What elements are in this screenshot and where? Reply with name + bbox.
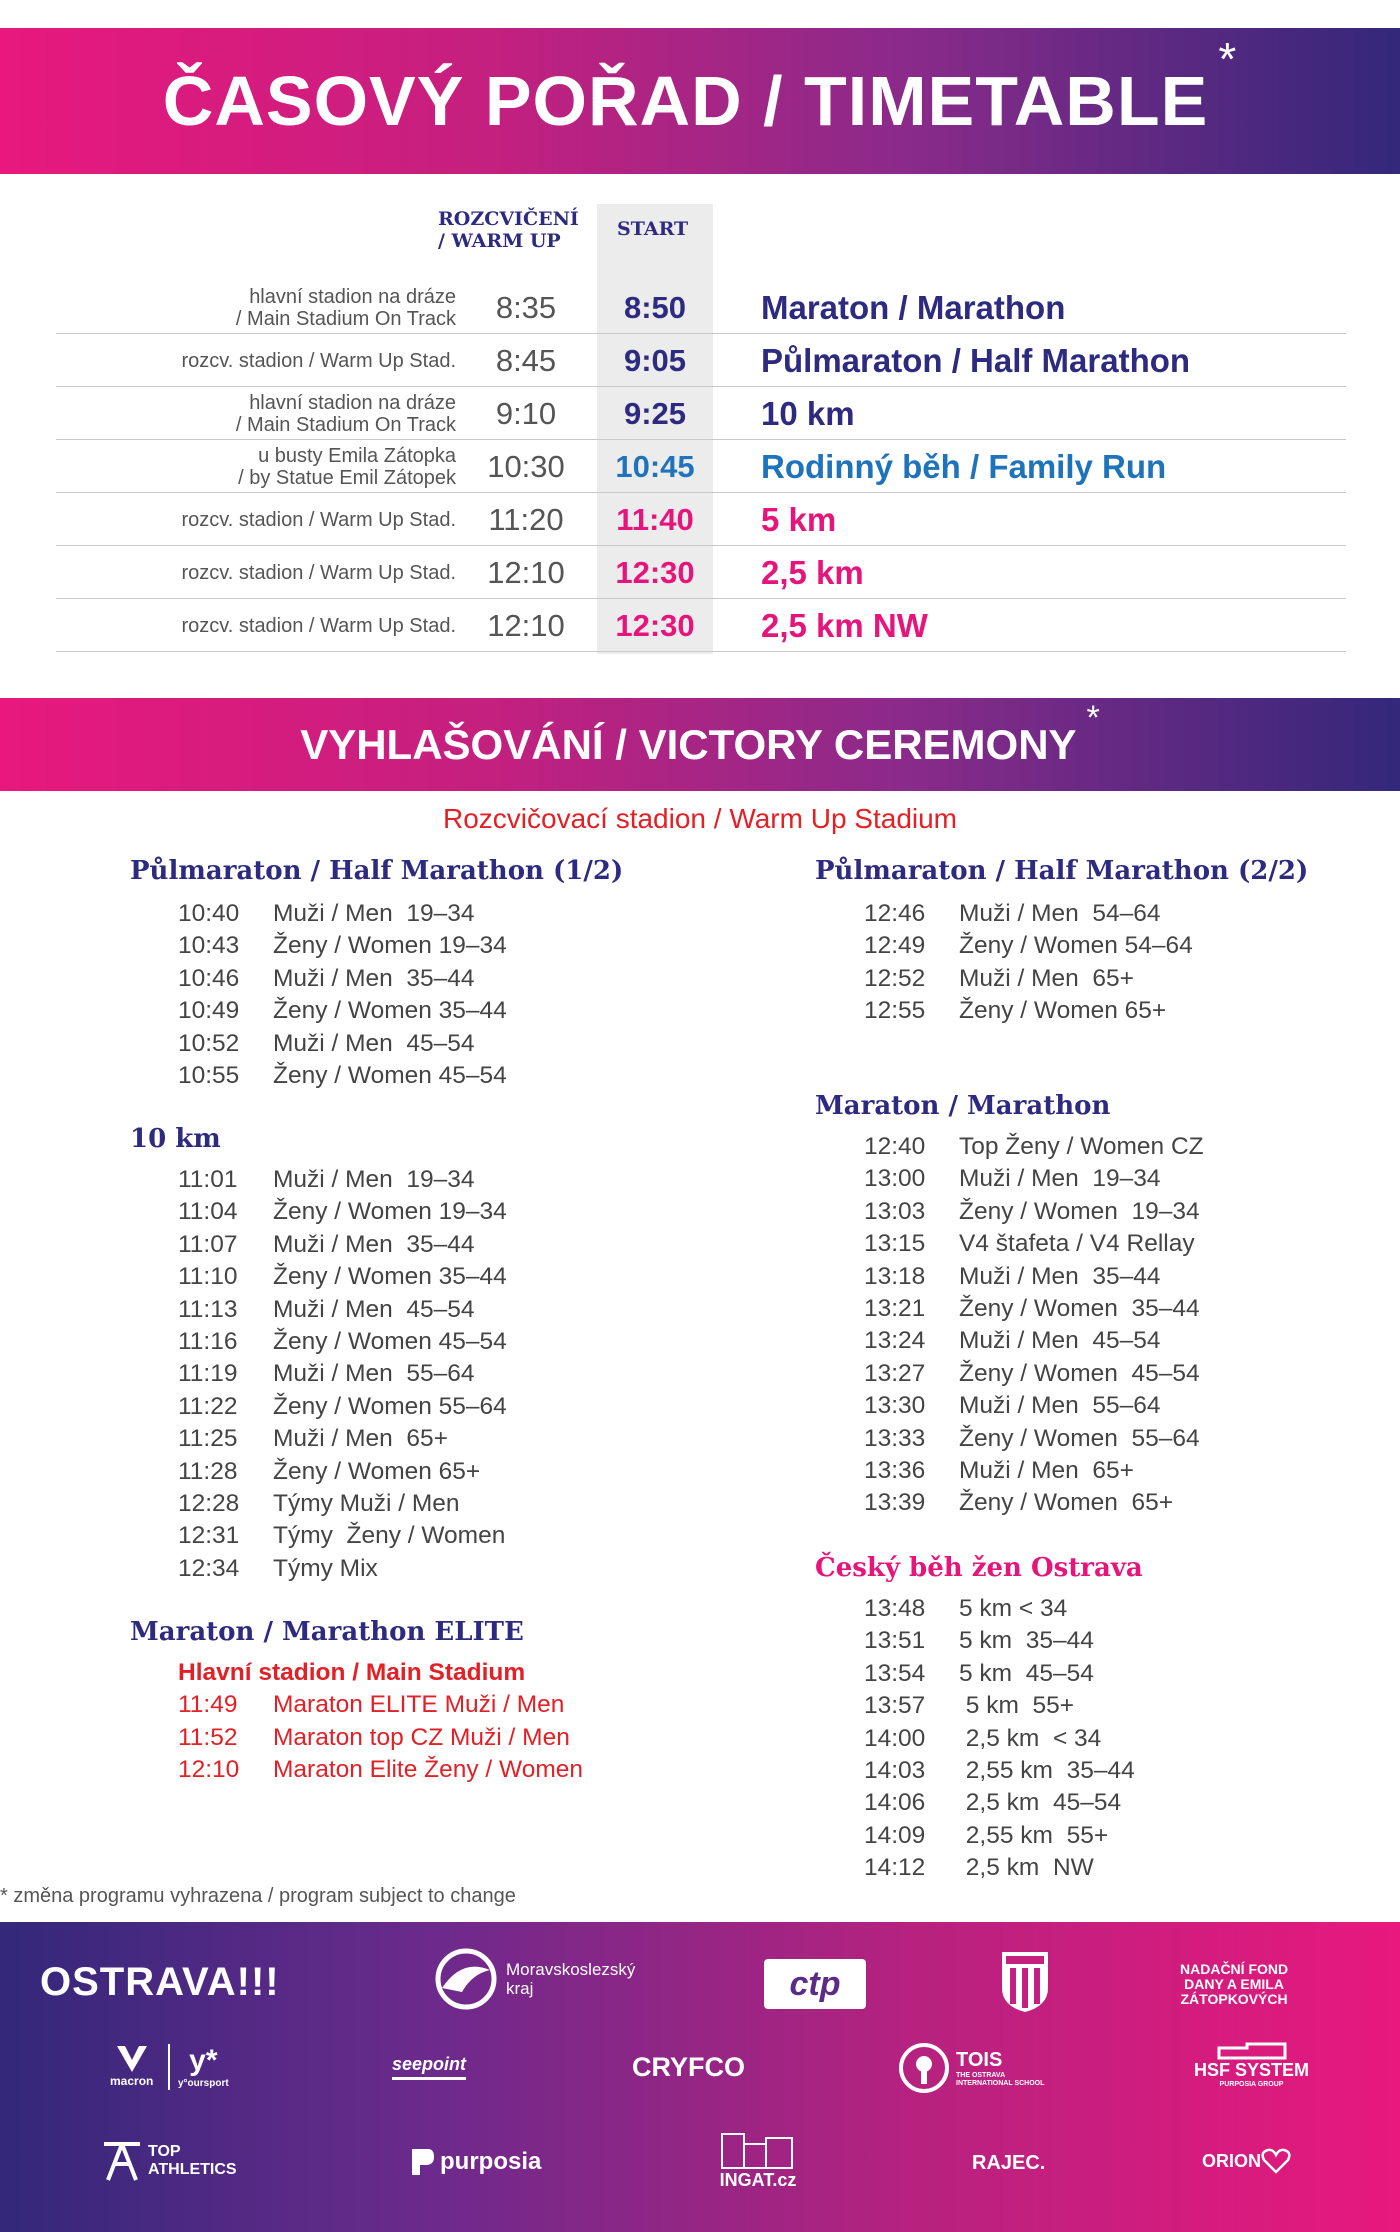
ctp-logo: ctp [764, 1959, 866, 2009]
item-label: Maraton ELITE Muži / Men [273, 1691, 565, 1719]
list-item [864, 1131, 1204, 1163]
elite-venue: Hlavní stadion / Main Stadium [178, 1659, 526, 1686]
item-time: 13:48 [864, 1595, 926, 1622]
item-time: 14:09 [864, 1821, 926, 1849]
list-item [864, 1487, 1204, 1519]
row-start-time: 12:30 [615, 555, 695, 590]
list-item [864, 1196, 1204, 1228]
item-label: Týmy Mix [273, 1554, 378, 1582]
timetable-row [56, 440, 1346, 493]
list-item [178, 1722, 583, 1754]
item-label: Muži / Men 35–44 [273, 1230, 475, 1258]
item-label: Muži / Men 35–44 [273, 964, 475, 992]
list-item [178, 1196, 507, 1228]
item-time: 12:49 [864, 932, 926, 960]
list-item [178, 1553, 507, 1585]
list-item [864, 1423, 1204, 1455]
item-label: Muži / Men 65+ [273, 1425, 448, 1453]
list-half1 [178, 898, 507, 1092]
ostrava-logo: OSTRAVA!!! [40, 1960, 280, 2004]
item-label: Muži / Men 55–64 [273, 1360, 475, 1388]
row-location: hlavní stadion na dráze / Main Stadium On Track [235, 391, 456, 436]
list-item [178, 1229, 507, 1261]
item-time: 12:28 [178, 1489, 240, 1517]
item-label: Týmy Ženy / Women [273, 1522, 506, 1550]
timetable-row [56, 281, 1346, 334]
list-item [864, 1228, 1204, 1260]
row-race-name: 10 km [761, 395, 855, 432]
hsf-icon [1217, 2042, 1287, 2060]
list-item [864, 1163, 1204, 1195]
ceremony-venue: Rozcvičovací stadion / Warm Up Stadium [442, 803, 958, 834]
item-label: Maraton Elite Ženy / Women [273, 1756, 584, 1784]
ceremony-title: VYHLAŠOVÁNÍ / VICTORY CEREMONY [300, 720, 1077, 768]
ceremony-asterisk: * [1086, 699, 1100, 737]
item-time: 11:01 [178, 1166, 238, 1193]
item-time: 13:18 [864, 1262, 926, 1290]
item-label: Ženy / Women 45–54 [959, 1359, 1200, 1387]
section-title-womens: Český běh žen Ostrava [815, 1553, 1143, 1583]
section-title-half2: Půlmaraton / Half Marathon (2/2) [815, 856, 1309, 886]
list-item [864, 1261, 1204, 1293]
list-item [178, 1423, 507, 1455]
list-item [178, 1520, 507, 1552]
list-item [178, 1358, 507, 1390]
macron-divider [168, 2044, 170, 2090]
item-time: 10:43 [178, 932, 240, 960]
top-athletics-logo: TOP ATHLETICS [102, 2140, 237, 2182]
rajec-logo: RAJEC. [972, 2152, 1046, 2174]
row-location: rozcv. stadion / Warm Up Stad. [181, 561, 456, 584]
row-warmup-time: 9:10 [495, 396, 557, 431]
item-time: 13:27 [864, 1359, 926, 1387]
item-time: 11:04 [178, 1198, 238, 1226]
item-time: 12:46 [864, 900, 926, 927]
yoursport-logo: y* y°oursport [178, 2044, 229, 2089]
timetable-banner [0, 28, 1400, 174]
row-location: rozcv. stadion / Warm Up Stad. [181, 508, 456, 531]
item-label: V4 štafeta / V4 Rellay [959, 1230, 1195, 1258]
item-label: Muži / Men 45–54 [273, 1029, 475, 1057]
top-athletics-icon [102, 2140, 142, 2182]
item-time: 10:52 [178, 1029, 240, 1057]
item-time: 12:34 [178, 1554, 240, 1582]
list-item [178, 1689, 583, 1721]
item-time: 11:07 [178, 1230, 238, 1258]
timetable-row [56, 546, 1346, 599]
item-time: 14:12 [864, 1854, 926, 1882]
row-start-time: 12:30 [615, 608, 695, 643]
hsf-logo: HSF SYSTEM PURPOSIA GROUP [1194, 2042, 1309, 2088]
list-marathon [864, 1131, 1204, 1520]
row-start-time: 9:25 [623, 396, 687, 431]
timetable-row [56, 493, 1346, 546]
list-item [178, 995, 507, 1027]
list-item [178, 1456, 507, 1488]
elite-items [178, 1689, 583, 1786]
item-time: 12:55 [864, 997, 926, 1025]
list-item [178, 898, 507, 930]
list-item [178, 1294, 507, 1326]
row-start-time: 8:50 [623, 290, 687, 325]
list-item [864, 1625, 1135, 1657]
orion-logo: ORION [1202, 2148, 1291, 2174]
item-label: 2,5 km 45–54 [959, 1789, 1122, 1817]
item-label: Ženy / Women 35–44 [273, 1263, 507, 1291]
item-label: Muži / Men 19–34 [273, 1166, 475, 1193]
item-time: 12:52 [864, 964, 926, 992]
list-item [864, 1852, 1135, 1884]
item-label: Ženy / Women 35–44 [959, 1294, 1200, 1322]
item-time: 10:49 [178, 997, 240, 1025]
item-label: 5 km 45–54 [959, 1659, 1094, 1687]
tois-logo: TOIS THE OSTRAVA INTERNATIONAL SCHOOL [898, 2042, 1046, 2094]
list-half2 [864, 898, 1193, 1028]
item-time: 10:46 [178, 964, 240, 992]
item-time: 14:00 [864, 1724, 926, 1752]
item-time: 12:31 [178, 1522, 240, 1550]
list-item [178, 1326, 507, 1358]
item-label: Ženy / Women 55–64 [959, 1424, 1200, 1452]
orion-heart-icon [1261, 2148, 1291, 2174]
item-label: Muži / Men 45–54 [959, 1327, 1161, 1355]
section-title-10km: 10 km [130, 1124, 221, 1154]
list-item [864, 963, 1193, 995]
tois-emblem-icon [898, 2042, 950, 2094]
list-item [864, 1593, 1135, 1625]
item-time: 13:39 [864, 1489, 926, 1517]
list-item [864, 1358, 1204, 1390]
club-crest-icon [998, 1948, 1052, 2014]
item-time: 11:13 [178, 1295, 238, 1323]
item-time: 11:25 [178, 1425, 238, 1453]
item-time: 11:10 [178, 1263, 238, 1291]
list-item [864, 1787, 1135, 1819]
list-item [178, 1488, 507, 1520]
row-race-name: 5 km [761, 501, 837, 538]
item-label: Muži / Men 65+ [959, 964, 1134, 992]
item-label: 5 km 35–44 [959, 1627, 1094, 1655]
ingat-logo: INGAT.cz [718, 2130, 798, 2191]
list-item [864, 1325, 1204, 1357]
item-label: Muži / Men 19–34 [273, 900, 475, 927]
item-time: 13:51 [864, 1627, 926, 1655]
item-time: 11:52 [178, 1723, 238, 1751]
item-time: 13:00 [864, 1165, 926, 1193]
list-item [178, 1164, 507, 1196]
row-warmup-time: 8:45 [495, 343, 557, 378]
item-time: 11:28 [178, 1457, 238, 1485]
row-warmup-time: 10:30 [487, 449, 565, 484]
list-item [178, 963, 507, 995]
item-label: Ženy / Women 55–64 [273, 1392, 507, 1420]
section-title-half1: Půlmaraton / Half Marathon (1/2) [130, 856, 624, 886]
row-location: rozcv. stadion / Warm Up Stad. [181, 349, 456, 372]
item-label: 5 km < 34 [959, 1595, 1068, 1622]
item-label: Ženy / Women 54–64 [959, 932, 1193, 960]
row-location: rozcv. stadion / Warm Up Stad. [181, 614, 456, 637]
list-item [864, 995, 1193, 1027]
timetable-row [56, 387, 1346, 440]
list-item [178, 1261, 507, 1293]
item-time: 11:22 [178, 1392, 238, 1420]
item-time: 13:30 [864, 1392, 926, 1420]
start-column-header: START [617, 218, 689, 240]
item-time: 13:36 [864, 1456, 926, 1484]
item-time: 11:49 [178, 1691, 238, 1719]
item-time: 10:55 [178, 1061, 240, 1089]
item-label: Muži / Men 35–44 [959, 1262, 1161, 1290]
item-label: Týmy Muži / Men [273, 1489, 460, 1517]
list-item [864, 1390, 1204, 1422]
item-time: 13:15 [864, 1230, 926, 1258]
section-title-elite: Maraton / Marathon ELITE [130, 1617, 524, 1647]
item-label: 5 km 55+ [959, 1692, 1075, 1720]
section-title-marathon: Maraton / Marathon [815, 1091, 1111, 1121]
item-time: 11:16 [178, 1327, 238, 1355]
item-label: Ženy / Women 65+ [273, 1457, 481, 1485]
item-time: 13:24 [864, 1327, 926, 1355]
item-time: 13:03 [864, 1197, 926, 1225]
item-label: Muži / Men 19–34 [959, 1165, 1161, 1193]
item-label: 2,55 km 35–44 [959, 1756, 1135, 1784]
row-race-name: Maraton / Marathon [761, 289, 1066, 326]
msk-emblem-icon [432, 1948, 500, 2010]
row-race-name: 2,5 km NW [761, 607, 928, 644]
list-item [864, 898, 1193, 930]
row-race-name: 2,5 km [761, 554, 864, 591]
row-warmup-time: 12:10 [487, 608, 565, 643]
item-label: Maraton top CZ Muži / Men [273, 1723, 570, 1751]
item-time: 12:40 [864, 1133, 926, 1160]
list-item [178, 1028, 507, 1060]
macron-logo: macron [110, 2044, 153, 2088]
item-label: Muži / Men 65+ [959, 1456, 1134, 1484]
item-label: Ženy / Women 19–34 [273, 932, 507, 960]
item-time: 14:06 [864, 1789, 926, 1817]
list-item [864, 1293, 1204, 1325]
list-item [864, 1723, 1135, 1755]
list-item [864, 1820, 1135, 1852]
list-item [178, 1754, 583, 1786]
msk-logo: Moravskoslezský kraj [432, 1948, 635, 2010]
row-warmup-time: 11:20 [488, 502, 564, 537]
sponsor-footer [0, 1922, 1400, 2232]
row-location: u busty Emila Zátopka / by Statue Emil Zátopek [238, 444, 456, 489]
item-label: Ženy / Women 35–44 [273, 997, 507, 1025]
timetable-row [56, 334, 1346, 387]
list-10km [178, 1164, 507, 1585]
item-label: Muži / Men 45–54 [273, 1295, 475, 1323]
cryfco-logo: CRYFCO [632, 2052, 745, 2082]
item-label: Ženy / Women 65+ [959, 997, 1167, 1025]
item-label: 2,5 km < 34 [959, 1724, 1102, 1752]
item-time: 12:10 [178, 1756, 240, 1784]
item-time: 13:54 [864, 1659, 926, 1687]
list-item [864, 1455, 1204, 1487]
seepoint-logo: seepoint [392, 2054, 466, 2080]
timetable-asterisk: * [1218, 33, 1238, 85]
list-elite [178, 1657, 583, 1787]
purposia-icon [410, 2147, 436, 2177]
item-time: 13:21 [864, 1294, 926, 1322]
list-item [864, 1755, 1135, 1787]
item-label: 2,5 km NW [959, 1854, 1094, 1882]
row-warmup-time: 8:35 [495, 290, 557, 325]
row-race-name: Půlmaraton / Half Marathon [761, 342, 1191, 379]
list-item [864, 1690, 1135, 1722]
list-item [178, 1060, 507, 1092]
ingat-building-icon [718, 2130, 798, 2170]
item-label: Top Ženy / Women CZ [959, 1133, 1204, 1160]
list-item [178, 930, 507, 962]
item-label: Ženy / Women 45–54 [273, 1061, 507, 1089]
row-start-time: 10:45 [615, 449, 695, 484]
row-warmup-time: 12:10 [487, 555, 565, 590]
timetable-title: ČASOVÝ POŘAD / TIMETABLE [162, 62, 1209, 140]
list-item [178, 1391, 507, 1423]
item-label: Ženy / Women 45–54 [273, 1327, 507, 1355]
row-location: hlavní stadion na dráze / Main Stadium On Track [235, 285, 456, 330]
row-start-time: 9:05 [623, 343, 687, 378]
list-item [864, 1658, 1135, 1690]
ceremony-banner [0, 698, 1400, 791]
item-time: 10:40 [178, 900, 240, 927]
item-label: Ženy / Women 19–34 [959, 1197, 1200, 1225]
item-time: 13:57 [864, 1692, 926, 1720]
item-time: 11:19 [178, 1360, 238, 1388]
row-race-name: Rodinný běh / Family Run [761, 448, 1167, 485]
item-time: 14:03 [864, 1756, 926, 1784]
warmup-column-header: ROZCVIČENÍ / WARM UP [438, 208, 579, 252]
item-time: 13:33 [864, 1424, 926, 1452]
item-label: Ženy / Women 65+ [959, 1489, 1174, 1517]
purposia-logo: purposia [410, 2147, 541, 2177]
footnote: * změna programu vyhrazena / program subject to change [0, 1885, 516, 1907]
list-item [864, 930, 1193, 962]
row-start-time: 11:40 [616, 502, 694, 537]
item-label: Muži / Men 54–64 [959, 900, 1161, 927]
zatopek-fund-logo: NADAČNÍ FOND DANY A EMILA ZÁTOPKOVÝCH [1180, 1961, 1289, 2007]
item-label: 2,55 km 55+ [959, 1821, 1109, 1849]
macron-icon [115, 2044, 149, 2074]
item-label: Ženy / Women 19–34 [273, 1198, 507, 1226]
item-label: Muži / Men 55–64 [959, 1392, 1161, 1420]
list-womens [864, 1593, 1135, 1885]
timetable-row [56, 599, 1346, 652]
